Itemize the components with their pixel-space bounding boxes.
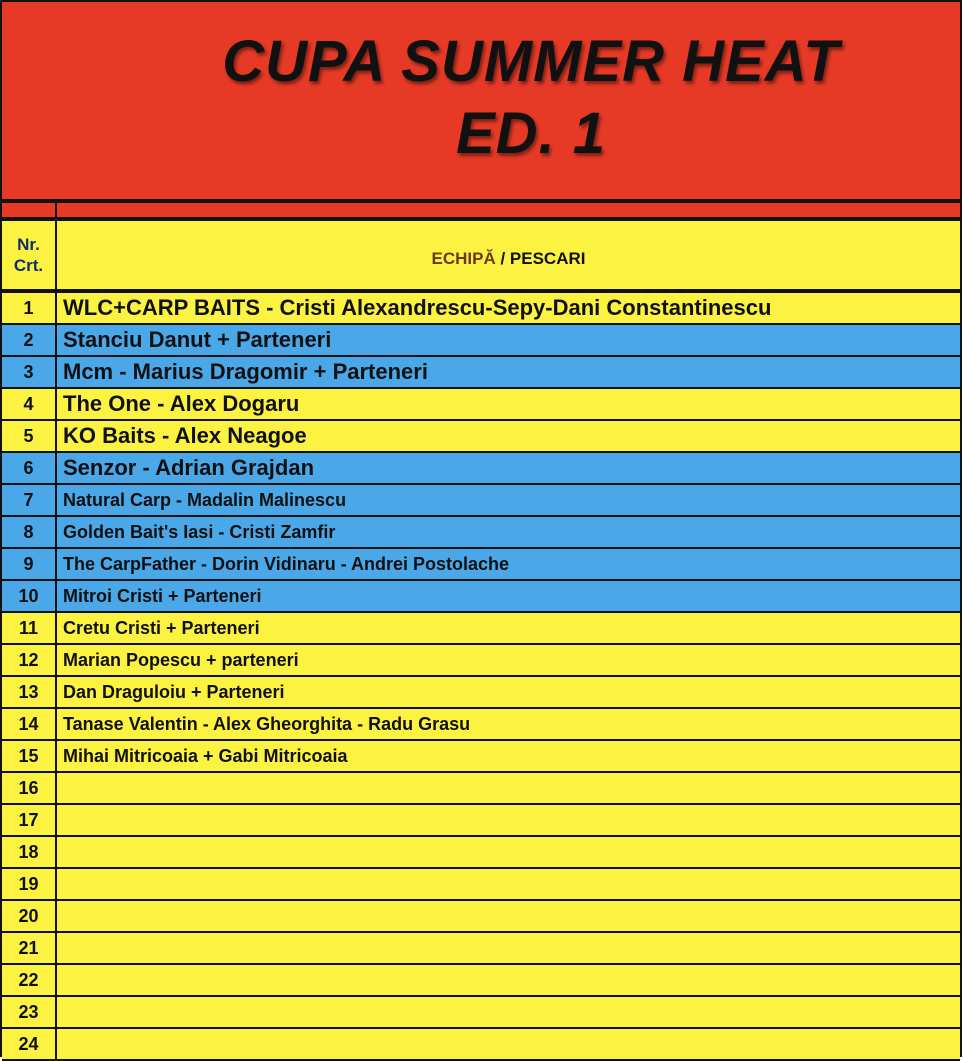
table-row bbox=[2, 805, 960, 837]
row-number: 4 bbox=[2, 389, 57, 419]
row-number: 12 bbox=[2, 645, 57, 675]
row-number: 17 bbox=[2, 805, 57, 835]
table-row bbox=[2, 613, 960, 645]
table-row bbox=[2, 869, 960, 901]
table-row bbox=[2, 421, 960, 453]
row-number: 21 bbox=[2, 933, 57, 963]
row-team-name bbox=[57, 837, 960, 867]
row-number: 14 bbox=[2, 709, 57, 739]
table-row bbox=[2, 517, 960, 549]
row-team-name: Dan Draguloiu + Parteneri bbox=[63, 681, 285, 702]
row-number: 13 bbox=[2, 677, 57, 707]
row-number: 6 bbox=[2, 453, 57, 483]
row-number: 16 bbox=[2, 773, 57, 803]
table-row bbox=[2, 741, 960, 773]
row-team-name: Stanciu Danut + Parteneri bbox=[63, 327, 332, 352]
row-team-name: Marian Popescu + parteneri bbox=[63, 649, 299, 670]
row-team-name: The One - Alex Dogaru bbox=[63, 391, 300, 416]
header-echipa: ECHIPĂ bbox=[431, 249, 496, 268]
row-team-name: Cretu Cristi + Parteneri bbox=[63, 617, 260, 638]
row-number: 24 bbox=[2, 1029, 57, 1059]
row-team-name: Golden Bait's Iasi - Cristi Zamfir bbox=[63, 521, 336, 542]
row-team-name: Natural Carp - Madalin Malinescu bbox=[63, 489, 347, 510]
row-number: 8 bbox=[2, 517, 57, 547]
row-number: 23 bbox=[2, 997, 57, 1027]
title-banner bbox=[2, 0, 960, 199]
header-crt: Crt. bbox=[13, 256, 44, 275]
row-number: 19 bbox=[2, 869, 57, 899]
title-line-2: ED. 1 bbox=[455, 101, 607, 166]
row-number: 2 bbox=[2, 325, 57, 355]
row-number: 11 bbox=[2, 613, 57, 643]
table-row bbox=[2, 677, 960, 709]
row-team-name bbox=[57, 997, 960, 1027]
table-row bbox=[2, 453, 960, 485]
row-number: 18 bbox=[2, 837, 57, 867]
table-header bbox=[2, 221, 960, 293]
spacer-cell bbox=[2, 203, 57, 217]
table-row bbox=[2, 965, 960, 997]
header-team bbox=[57, 221, 960, 289]
row-team-name bbox=[57, 869, 960, 899]
row-team-name: The CarpFather - Dorin Vidinaru - Andrei Postolache bbox=[63, 553, 510, 574]
table-row bbox=[2, 1029, 960, 1061]
title-line-1: CUPA SUMMER HEAT bbox=[222, 29, 840, 94]
header-separator: / bbox=[495, 249, 510, 268]
row-team-name bbox=[57, 805, 960, 835]
table-row bbox=[2, 933, 960, 965]
row-team-name: Senzor - Adrian Grajdan bbox=[63, 455, 315, 480]
row-team-name: Mihai Mitricoaia + Gabi Mitricoaia bbox=[63, 745, 348, 766]
table-row bbox=[2, 837, 960, 869]
table-row bbox=[2, 901, 960, 933]
table-row bbox=[2, 357, 960, 389]
row-number: 5 bbox=[2, 421, 57, 451]
row-number: 15 bbox=[2, 741, 57, 771]
header-pescari: PESCARI bbox=[509, 249, 586, 268]
table-row bbox=[2, 293, 960, 325]
row-team-name: Tanase Valentin - Alex Gheorghita - Radu Grasu bbox=[63, 713, 471, 734]
table-row bbox=[2, 997, 960, 1029]
row-team-name: KO Baits - Alex Neagoe bbox=[63, 423, 307, 448]
row-team-name: WLC+CARP BAITS - Cristi Alexandrescu-Sepy-Dani Constantinescu bbox=[63, 295, 772, 320]
table-row bbox=[2, 645, 960, 677]
row-team-name bbox=[57, 1029, 960, 1059]
header-nr: Nr. bbox=[17, 235, 40, 254]
table-row bbox=[2, 709, 960, 741]
row-number: 22 bbox=[2, 965, 57, 995]
row-team-name bbox=[57, 965, 960, 995]
table-row bbox=[2, 389, 960, 421]
table-row bbox=[2, 773, 960, 805]
row-number: 1 bbox=[2, 293, 57, 323]
row-number: 3 bbox=[2, 357, 57, 387]
row-team-name bbox=[57, 901, 960, 931]
row-number: 7 bbox=[2, 485, 57, 515]
row-number: 9 bbox=[2, 549, 57, 579]
header-nr-crt bbox=[2, 221, 57, 289]
table-row bbox=[2, 549, 960, 581]
row-team-name bbox=[57, 773, 960, 803]
row-team-name: Mcm - Marius Dragomir + Parteneri bbox=[63, 359, 428, 384]
spacer-row bbox=[2, 203, 960, 217]
table-row bbox=[2, 325, 960, 357]
row-team-name: Mitroi Cristi + Parteneri bbox=[63, 585, 262, 606]
table-row bbox=[2, 485, 960, 517]
team-list bbox=[2, 293, 960, 1061]
table-row bbox=[2, 581, 960, 613]
row-number: 20 bbox=[2, 901, 57, 931]
row-number: 10 bbox=[2, 581, 57, 611]
row-team-name bbox=[57, 933, 960, 963]
